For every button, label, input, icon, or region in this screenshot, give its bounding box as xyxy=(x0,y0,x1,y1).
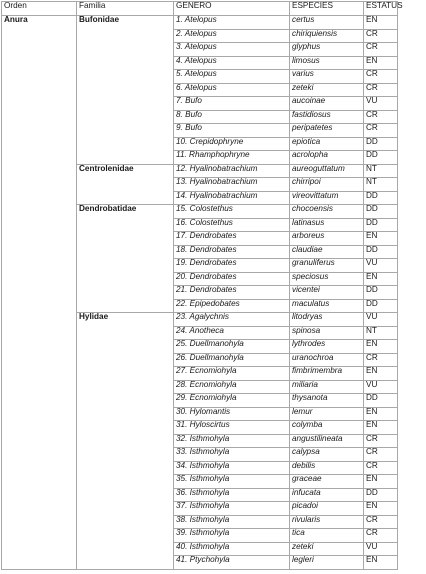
especie-cell: varius xyxy=(290,70,364,84)
genero-cell: 10. Crepidophryne xyxy=(174,137,290,151)
estatus-cell: VU xyxy=(364,542,398,556)
table-header xyxy=(2,1,403,16)
genero-cell: 11. Rhamphophryne xyxy=(174,151,290,165)
genero-cell: 35. Isthmohyla xyxy=(174,475,290,489)
estatus-cell: VU xyxy=(364,380,398,394)
estatus-cell: DD xyxy=(364,394,398,408)
genero-cell: 29. Ecnomiohyla xyxy=(174,394,290,408)
genero-cell: 18. Dendrobates xyxy=(174,245,290,259)
especie-cell: tica xyxy=(290,529,364,543)
estatus-cell: DD xyxy=(364,151,398,165)
especie-cell: latinasus xyxy=(290,218,364,232)
genero-cell: 39. Isthmohyla xyxy=(174,529,290,543)
table-row xyxy=(2,16,398,30)
estatus-cell: EN xyxy=(364,502,398,516)
genero-cell: 22. Epipedobates xyxy=(174,299,290,313)
genero-cell: 23. Agalychnis xyxy=(174,313,290,327)
genero-cell: 30. Hylomantis xyxy=(174,407,290,421)
table-body xyxy=(2,16,398,570)
estatus-cell: EN xyxy=(364,272,398,286)
genero-cell: 5. Atelopus xyxy=(174,70,290,84)
especie-cell: certus xyxy=(290,16,364,30)
genero-cell: 2. Atelopus xyxy=(174,29,290,43)
estatus-cell: CR xyxy=(364,353,398,367)
estatus-cell: CR xyxy=(364,29,398,43)
genero-cell: 3. Atelopus xyxy=(174,43,290,57)
genero-cell: 12. Hyalinobatrachium xyxy=(174,164,290,178)
estatus-cell: EN xyxy=(364,475,398,489)
header-familia: Familia xyxy=(77,2,174,16)
genero-cell: 21. Dendrobates xyxy=(174,286,290,300)
familia-cell: Centrolenidae xyxy=(77,164,174,205)
estatus-cell: DD xyxy=(364,245,398,259)
estatus-cell: DD xyxy=(364,488,398,502)
especie-cell: legleri xyxy=(290,556,364,570)
familia-cell: Hylidae xyxy=(77,313,174,570)
especie-cell: aucoinae xyxy=(290,97,364,111)
genero-cell: 38. Isthmohyla xyxy=(174,515,290,529)
especie-cell: chiriquiensis xyxy=(290,29,364,43)
especie-cell: lythrodes xyxy=(290,340,364,354)
estatus-cell: DD xyxy=(364,137,398,151)
estatus-cell: CR xyxy=(364,124,398,138)
estatus-cell: CR xyxy=(364,461,398,475)
estatus-cell: DD xyxy=(364,299,398,313)
genero-cell: 40. Isthmohyla xyxy=(174,542,290,556)
especie-cell: acrolopha xyxy=(290,151,364,165)
estatus-cell: DD xyxy=(364,205,398,219)
especie-cell: infucata xyxy=(290,488,364,502)
especie-cell: chocoensis xyxy=(290,205,364,219)
especie-cell: limosus xyxy=(290,56,364,70)
estatus-cell: VU xyxy=(364,313,398,327)
especie-cell: fimbrimembra xyxy=(290,367,364,381)
estatus-cell: NT xyxy=(364,164,398,178)
header-estatus: ESTATUS xyxy=(364,2,398,16)
genero-cell: 33. Isthmohyla xyxy=(174,448,290,462)
estatus-cell: DD xyxy=(364,191,398,205)
especie-cell: litodryas xyxy=(290,313,364,327)
genero-cell: 27. Ecnomiohyla xyxy=(174,367,290,381)
header-orden: Orden xyxy=(2,2,77,16)
genero-cell: 28. Ecnomiohyla xyxy=(174,380,290,394)
estatus-cell: EN xyxy=(364,56,398,70)
genero-cell: 16. Colostethus xyxy=(174,218,290,232)
familia-cell: Dendrobatidae xyxy=(77,205,174,313)
header-genero: GENERO xyxy=(174,2,290,16)
estatus-cell: EN xyxy=(364,421,398,435)
especie-cell: peripatetes xyxy=(290,124,364,138)
species-table xyxy=(1,1,403,570)
especie-cell: calypsa xyxy=(290,448,364,462)
especie-cell: spinosa xyxy=(290,326,364,340)
estatus-cell: CR xyxy=(364,448,398,462)
estatus-cell: EN xyxy=(364,556,398,570)
especie-cell: arboreus xyxy=(290,232,364,246)
especie-cell: debilis xyxy=(290,461,364,475)
orden-cell: Anura xyxy=(2,16,77,570)
especie-cell: colymba xyxy=(290,421,364,435)
genero-cell: 1. Atelopus xyxy=(174,16,290,30)
estatus-cell: CR xyxy=(364,529,398,543)
genero-cell: 25. Duellmanohyla xyxy=(174,340,290,354)
genero-cell: 32. Isthmohyla xyxy=(174,434,290,448)
estatus-cell: CR xyxy=(364,83,398,97)
especie-cell: miliaria xyxy=(290,380,364,394)
genero-cell: 37. Isthmohyla xyxy=(174,502,290,516)
estatus-cell: DD xyxy=(364,286,398,300)
estatus-cell: CR xyxy=(364,434,398,448)
especie-cell: aureoguttatum xyxy=(290,164,364,178)
estatus-cell: NT xyxy=(364,178,398,192)
genero-cell: 41. Ptychohyla xyxy=(174,556,290,570)
genero-cell: 14. Hyalinobatrachium xyxy=(174,191,290,205)
genero-cell: 34. Isthmohyla xyxy=(174,461,290,475)
estatus-cell: EN xyxy=(364,340,398,354)
especie-cell: graceae xyxy=(290,475,364,489)
especie-cell: zeteki xyxy=(290,83,364,97)
estatus-cell: EN xyxy=(364,16,398,30)
genero-cell: 20. Dendrobates xyxy=(174,272,290,286)
genero-cell: 6. Atelopus xyxy=(174,83,290,97)
genero-cell: 24. Anotheca xyxy=(174,326,290,340)
genero-cell: 26. Duellmanohyla xyxy=(174,353,290,367)
especie-cell: thysanota xyxy=(290,394,364,408)
genero-cell: 17. Dendrobates xyxy=(174,232,290,246)
especie-cell: zeteki xyxy=(290,542,364,556)
especie-cell: rivularis xyxy=(290,515,364,529)
familia-cell: Bufonidae xyxy=(77,16,174,165)
estatus-cell: EN xyxy=(364,407,398,421)
estatus-cell: CR xyxy=(364,110,398,124)
especie-cell: epiotica xyxy=(290,137,364,151)
estatus-cell: CR xyxy=(364,43,398,57)
especie-cell: chirripoi xyxy=(290,178,364,192)
genero-cell: 15. Colostethus xyxy=(174,205,290,219)
especie-cell: granuliferus xyxy=(290,259,364,273)
estatus-cell: CR xyxy=(364,70,398,84)
especie-cell: lemur xyxy=(290,407,364,421)
genero-cell: 19. Dendrobates xyxy=(174,259,290,273)
especie-cell: picadoi xyxy=(290,502,364,516)
especie-cell: maculatus xyxy=(290,299,364,313)
genero-cell: 4. Atelopus xyxy=(174,56,290,70)
genero-cell: 36. Isthmohyla xyxy=(174,488,290,502)
especie-cell: vicentei xyxy=(290,286,364,300)
estatus-cell: EN xyxy=(364,232,398,246)
genero-cell: 13. Hyalinobatrachium xyxy=(174,178,290,192)
genero-cell: 31. Hyloscirtus xyxy=(174,421,290,435)
especie-cell: speciosus xyxy=(290,272,364,286)
estatus-cell: NT xyxy=(364,326,398,340)
header-row xyxy=(2,2,398,16)
genero-cell: 9. Bufo xyxy=(174,124,290,138)
estatus-cell: DD xyxy=(364,218,398,232)
header-especies: ESPECIES xyxy=(290,2,364,16)
genero-cell: 7. Bufo xyxy=(174,97,290,111)
especie-cell: glyphus xyxy=(290,43,364,57)
especie-cell: fastidiosus xyxy=(290,110,364,124)
estatus-cell: EN xyxy=(364,367,398,381)
especie-cell: vireovittatum xyxy=(290,191,364,205)
especie-cell: claudiae xyxy=(290,245,364,259)
estatus-cell: VU xyxy=(364,97,398,111)
estatus-cell: CR xyxy=(364,515,398,529)
especie-cell: uranochroa xyxy=(290,353,364,367)
estatus-cell: VU xyxy=(364,259,398,273)
especie-cell: angustilineata xyxy=(290,434,364,448)
genero-cell: 8. Bufo xyxy=(174,110,290,124)
